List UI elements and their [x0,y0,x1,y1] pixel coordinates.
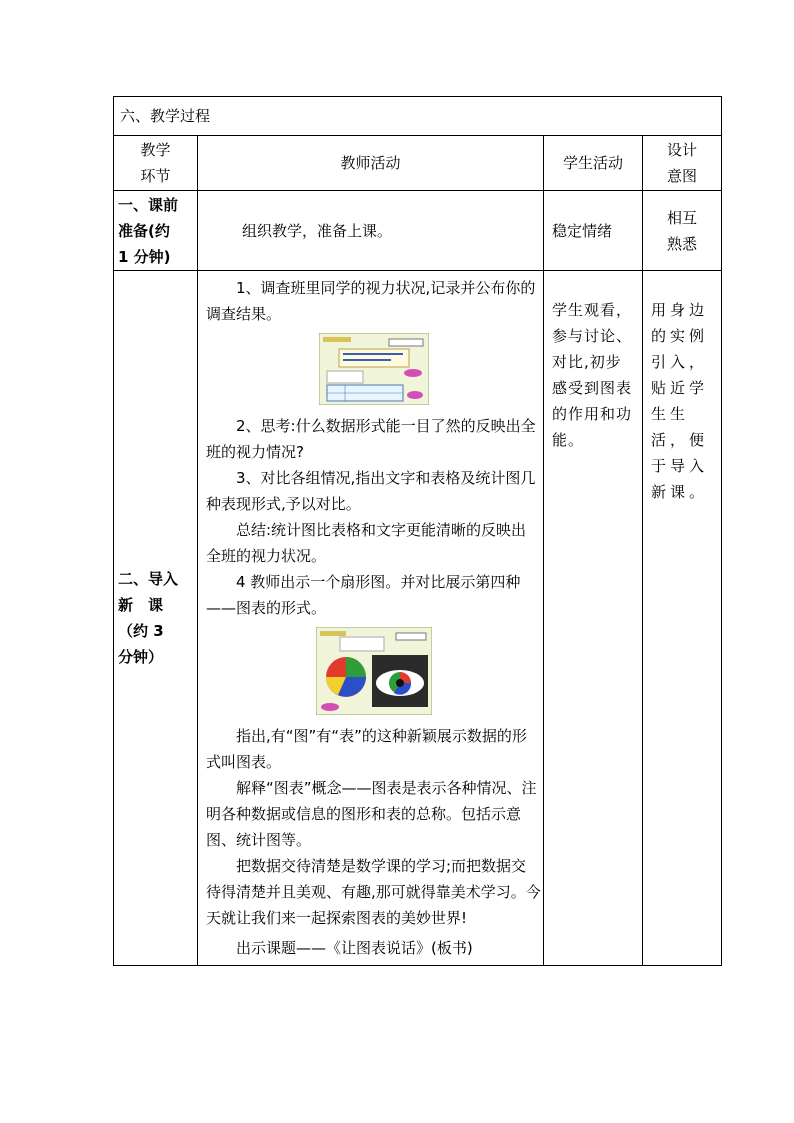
student-cell-1: 稳定情绪 [544,191,643,271]
paragraph: 总结:统计图比表格和文字更能清晰的反映出全班的视力状况。 [206,521,527,565]
stage-cell-1: 一、课前 准备(约 1 分钟) [114,191,198,271]
section-title: 六、教学过程 [114,97,722,136]
paragraph: 出示课题——《让图表说话》(板书) [236,939,473,957]
header-intent: 设计 意图 [643,136,722,191]
teacher-cell-1: 组织教学，准备上课。 [198,191,544,271]
paragraph: 把数据交待清楚是数学课的学习;而把数据交待得清楚并且美观、有趣,那可就得靠美术学习。今天就让我们来一起探索图表的美妙世界! [206,857,541,927]
paragraph: 2、思考:什么数据形式能一目了然的反映出全班的视力情况? [206,417,536,461]
survey-slide-image [319,333,429,405]
paragraph: 指出,有“图”有“表”的这种新颖展示数据的形式叫图表。 [206,727,527,771]
header-student: 学生活动 [544,136,643,191]
student-cell-2: 学生观看，参与讨论、对比,初步感受到图表的作用和功能。 [544,271,643,966]
paragraph: 4 教师出示一个扇形图。并对比展示第四种——图表的形式。 [206,573,521,617]
stage-cell-2: 二、导入 新 课 （约 3 分钟） [114,271,198,966]
pie-chart-slide-image [316,627,432,715]
paragraph: 1、调查班里同学的视力状况,记录并公布你的调查结果。 [206,279,536,323]
header-stage: 教学 环节 [114,136,198,191]
paragraph: 解释“图表”概念——图表是表示各种情况、注明各种数据或信息的图形和表的总称。包括示意图、统计图等。 [206,779,537,849]
header-teacher: 教师活动 [198,136,544,191]
lesson-process-table [113,96,722,966]
intent-cell-1: 相互 熟悉 [643,191,722,271]
teacher-cell-2 [198,271,544,966]
intent-cell-2: 用身边的实例引入，贴近学生生活，便于导入新课。 [643,271,722,966]
paragraph: 3、对比各组情况,指出文字和表格及统计图几种表现形式,予以对比。 [206,469,536,513]
